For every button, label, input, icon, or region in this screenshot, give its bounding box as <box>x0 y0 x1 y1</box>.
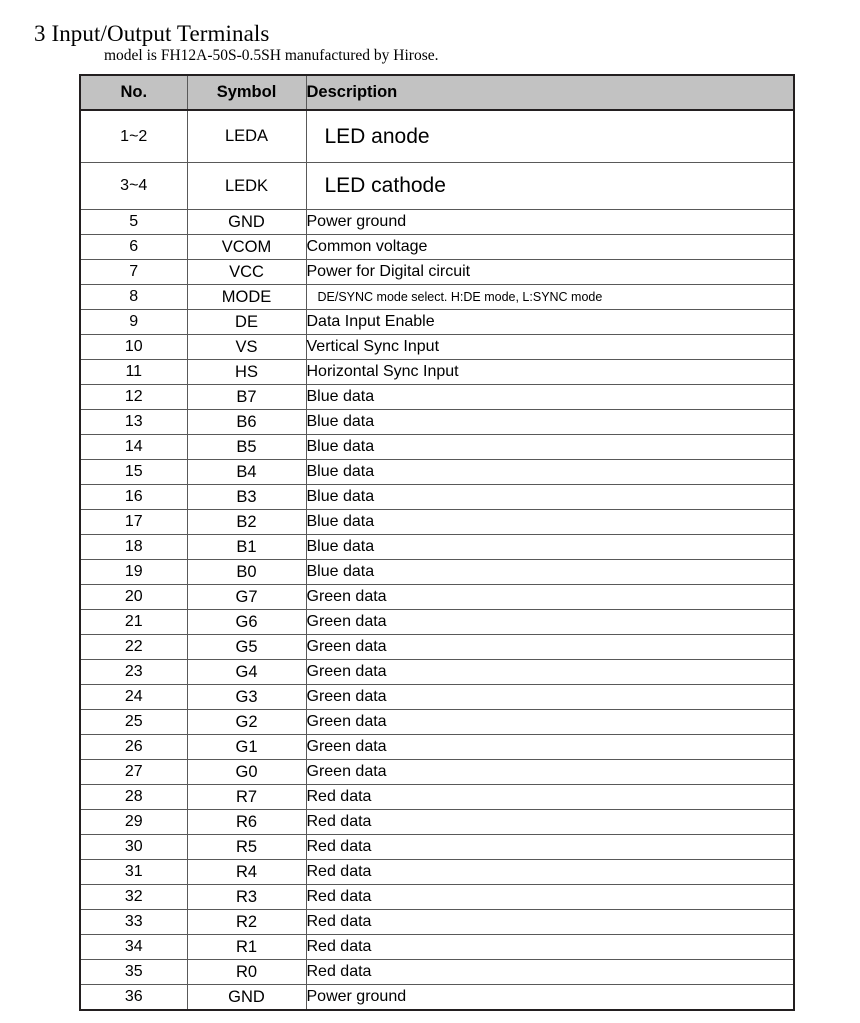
cell-pin-symbol: VCOM <box>187 235 306 260</box>
cell-pin-description: Green data <box>306 735 794 760</box>
cell-pin-symbol: B5 <box>187 435 306 460</box>
table-row <box>80 360 794 385</box>
table-row <box>80 163 794 210</box>
cell-pin-number: 16 <box>80 485 187 510</box>
cell-pin-symbol: B7 <box>187 385 306 410</box>
cell-pin-number: 22 <box>80 635 187 660</box>
cell-pin-number: 21 <box>80 610 187 635</box>
cell-pin-symbol: GND <box>187 985 306 1011</box>
cell-pin-symbol: R5 <box>187 835 306 860</box>
cell-pin-number: 14 <box>80 435 187 460</box>
cell-pin-number: 20 <box>80 585 187 610</box>
cell-pin-description: Data Input Enable <box>306 310 794 335</box>
column-header-no: No. <box>80 75 187 110</box>
cell-pin-symbol: B2 <box>187 510 306 535</box>
cell-pin-description: Green data <box>306 760 794 785</box>
cell-pin-number: 12 <box>80 385 187 410</box>
column-header-symbol: Symbol <box>187 75 306 110</box>
cell-pin-description: Blue data <box>306 510 794 535</box>
cell-pin-number: 3~4 <box>80 163 187 210</box>
cell-pin-description: Green data <box>306 660 794 685</box>
table-header-row <box>80 75 794 110</box>
table-row <box>80 260 794 285</box>
table-row <box>80 610 794 635</box>
cell-pin-description: Blue data <box>306 560 794 585</box>
cell-pin-symbol: G2 <box>187 710 306 735</box>
cell-pin-number: 34 <box>80 935 187 960</box>
cell-pin-description: Green data <box>306 585 794 610</box>
cell-pin-symbol: VCC <box>187 260 306 285</box>
cell-pin-symbol: B0 <box>187 560 306 585</box>
cell-pin-number: 27 <box>80 760 187 785</box>
cell-pin-description: Common voltage <box>306 235 794 260</box>
cell-pin-symbol: G3 <box>187 685 306 710</box>
cell-pin-description: Power ground <box>306 210 794 235</box>
table-row <box>80 885 794 910</box>
table-body <box>80 110 794 1010</box>
table-row <box>80 585 794 610</box>
cell-pin-number: 11 <box>80 360 187 385</box>
cell-pin-number: 7 <box>80 260 187 285</box>
cell-pin-number: 32 <box>80 885 187 910</box>
cell-pin-number: 35 <box>80 960 187 985</box>
cell-pin-description: LED anode <box>306 110 794 163</box>
cell-pin-symbol: B1 <box>187 535 306 560</box>
cell-pin-symbol: HS <box>187 360 306 385</box>
cell-pin-symbol: B3 <box>187 485 306 510</box>
table-row <box>80 860 794 885</box>
cell-pin-description: Red data <box>306 960 794 985</box>
table-row <box>80 735 794 760</box>
cell-pin-number: 28 <box>80 785 187 810</box>
table-row <box>80 210 794 235</box>
cell-pin-symbol: G6 <box>187 610 306 635</box>
table-row <box>80 535 794 560</box>
table-row <box>80 660 794 685</box>
cell-pin-symbol: R0 <box>187 960 306 985</box>
cell-pin-description: Green data <box>306 685 794 710</box>
cell-pin-description: Horizontal Sync Input <box>306 360 794 385</box>
cell-pin-description: Red data <box>306 885 794 910</box>
page-title: 3 Input/Output Terminals <box>34 21 270 47</box>
table-row <box>80 685 794 710</box>
cell-pin-symbol: G0 <box>187 760 306 785</box>
cell-pin-symbol: R7 <box>187 785 306 810</box>
cell-pin-number: 23 <box>80 660 187 685</box>
cell-pin-description: Red data <box>306 860 794 885</box>
cell-pin-description: Red data <box>306 910 794 935</box>
cell-pin-description: LED cathode <box>306 163 794 210</box>
table-row <box>80 335 794 360</box>
table-row <box>80 710 794 735</box>
cell-pin-number: 18 <box>80 535 187 560</box>
cell-pin-description: Blue data <box>306 460 794 485</box>
cell-pin-number: 25 <box>80 710 187 735</box>
cell-pin-symbol: B6 <box>187 410 306 435</box>
table-row <box>80 235 794 260</box>
cell-pin-symbol: R4 <box>187 860 306 885</box>
table-header <box>80 75 794 110</box>
table-row <box>80 385 794 410</box>
cell-pin-number: 5 <box>80 210 187 235</box>
cell-pin-description: Green data <box>306 710 794 735</box>
cell-pin-number: 17 <box>80 510 187 535</box>
cell-pin-symbol: G7 <box>187 585 306 610</box>
cell-pin-number: 6 <box>80 235 187 260</box>
table-row <box>80 785 794 810</box>
cell-pin-number: 36 <box>80 985 187 1011</box>
cell-pin-symbol: LEDA <box>187 110 306 163</box>
cell-pin-symbol: LEDK <box>187 163 306 210</box>
cell-pin-symbol: VS <box>187 335 306 360</box>
cell-pin-description: Red data <box>306 835 794 860</box>
cell-pin-number: 30 <box>80 835 187 860</box>
cell-pin-description: Red data <box>306 935 794 960</box>
cell-pin-symbol: GND <box>187 210 306 235</box>
table-row <box>80 760 794 785</box>
table-row <box>80 410 794 435</box>
table-row <box>80 310 794 335</box>
cell-pin-description: Vertical Sync Input <box>306 335 794 360</box>
cell-pin-description: Blue data <box>306 385 794 410</box>
table-row <box>80 910 794 935</box>
table-row <box>80 985 794 1011</box>
cell-pin-symbol: B4 <box>187 460 306 485</box>
table-row <box>80 960 794 985</box>
cell-pin-number: 31 <box>80 860 187 885</box>
cell-pin-symbol: G4 <box>187 660 306 685</box>
cell-pin-number: 1~2 <box>80 110 187 163</box>
table-row <box>80 810 794 835</box>
pin-assignment-table <box>79 74 795 1011</box>
cell-pin-description: Power ground <box>306 985 794 1011</box>
cell-pin-symbol: G1 <box>187 735 306 760</box>
cell-pin-number: 10 <box>80 335 187 360</box>
cell-pin-number: 24 <box>80 685 187 710</box>
cell-pin-symbol: R2 <box>187 910 306 935</box>
cell-pin-description: Green data <box>306 635 794 660</box>
cell-pin-description: Red data <box>306 810 794 835</box>
cell-pin-description: Power for Digital circuit <box>306 260 794 285</box>
table-row <box>80 835 794 860</box>
table-row <box>80 460 794 485</box>
cell-pin-number: 15 <box>80 460 187 485</box>
cell-pin-description: Blue data <box>306 435 794 460</box>
table-row <box>80 935 794 960</box>
cell-pin-number: 19 <box>80 560 187 585</box>
cell-pin-description: Blue data <box>306 535 794 560</box>
cell-pin-description: DE/SYNC mode select. H:DE mode, L:SYNC mode <box>306 285 794 310</box>
cell-pin-description: Blue data <box>306 485 794 510</box>
table-row <box>80 110 794 163</box>
cell-pin-description: Green data <box>306 610 794 635</box>
cell-pin-symbol: R6 <box>187 810 306 835</box>
table-row <box>80 435 794 460</box>
column-header-description: Description <box>306 75 794 110</box>
cell-pin-number: 26 <box>80 735 187 760</box>
cell-pin-symbol: MODE <box>187 285 306 310</box>
connector-model-note: model is FH12A-50S-0.5SH manufactured by Hirose. <box>104 47 439 64</box>
table-row <box>80 635 794 660</box>
cell-pin-number: 29 <box>80 810 187 835</box>
cell-pin-symbol: R3 <box>187 885 306 910</box>
table-row <box>80 560 794 585</box>
cell-pin-number: 9 <box>80 310 187 335</box>
table-row <box>80 485 794 510</box>
cell-pin-symbol: R1 <box>187 935 306 960</box>
cell-pin-number: 13 <box>80 410 187 435</box>
table-row <box>80 510 794 535</box>
cell-pin-symbol: G5 <box>187 635 306 660</box>
cell-pin-description: Blue data <box>306 410 794 435</box>
cell-pin-number: 33 <box>80 910 187 935</box>
cell-pin-symbol: DE <box>187 310 306 335</box>
cell-pin-number: 8 <box>80 285 187 310</box>
table-row <box>80 285 794 310</box>
pin-assignment-table-container <box>79 74 793 1011</box>
cell-pin-description: Red data <box>306 785 794 810</box>
